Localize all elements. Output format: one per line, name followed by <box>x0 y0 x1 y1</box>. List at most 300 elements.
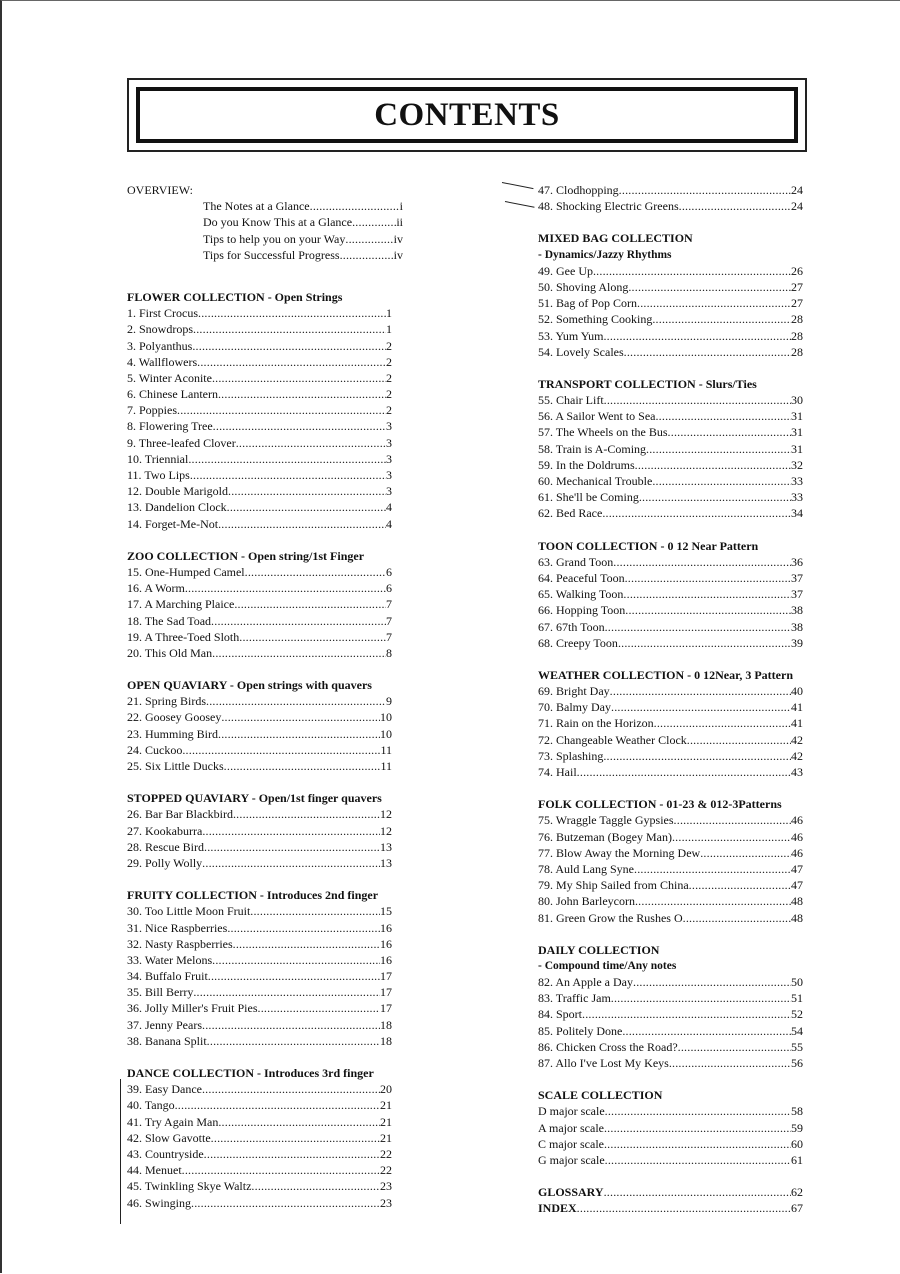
toc-entry-page: 31 <box>791 409 803 424</box>
dot-leader <box>212 952 380 968</box>
toc-entry[interactable] <box>538 974 803 990</box>
toc-entry-title: 86. Chicken Cross the Road? <box>538 1039 678 1054</box>
toc-entry-title: 79. My Ship Sailed from China <box>538 878 689 893</box>
toc-entry-page: 33 <box>791 474 803 488</box>
toc-entry-page: 58 <box>791 1104 803 1119</box>
section-subheading: - Compound time/Any notes <box>538 959 677 972</box>
toc-entry-title: 20. This Old Man <box>127 645 213 660</box>
toc-entry[interactable] <box>203 214 403 230</box>
toc-entry[interactable] <box>538 1152 803 1168</box>
toc-entry-page: 3 <box>386 435 392 450</box>
toc-entry[interactable] <box>127 467 392 483</box>
dot-leader <box>604 392 791 408</box>
dot-leader <box>622 1023 791 1039</box>
toc-entry-page: 8 <box>386 645 392 660</box>
toc-entry-page: 7 <box>386 613 392 628</box>
toc-entry-title: 65. Walking Toon <box>538 587 624 602</box>
section-gap <box>127 871 392 887</box>
dot-leader <box>639 489 791 505</box>
toc-entry[interactable] <box>127 742 392 758</box>
toc-entry-page: 2 <box>386 370 392 385</box>
toc-entry[interactable] <box>127 984 392 1000</box>
toc-entry-title: 70. Balmy Day <box>538 700 611 715</box>
toc-entry-title: 24. Cuckoo <box>127 742 183 757</box>
dot-leader <box>602 505 791 521</box>
toc-entry[interactable] <box>538 489 803 505</box>
toc-entry-page: 40 <box>791 684 803 699</box>
toc-entry[interactable] <box>127 402 392 418</box>
dot-leader <box>633 974 791 990</box>
toc-entry-title: 14. Forget-Me-Not <box>127 516 219 531</box>
section-gap <box>127 263 392 279</box>
toc-entry-page: 67 <box>791 1201 803 1216</box>
toc-entry-page: 15 <box>380 904 392 919</box>
dot-leader <box>687 732 791 748</box>
toc-entry-title: 52. Something Cooking <box>538 312 653 327</box>
toc-entry-title: 30. Too Little Moon Fruit <box>127 904 251 919</box>
toc-entry[interactable] <box>538 424 803 440</box>
toc-entry[interactable] <box>538 505 803 521</box>
toc-entry[interactable] <box>538 392 803 408</box>
toc-entry[interactable] <box>127 1097 392 1113</box>
toc-entry-title: 51. Bag of Pop Corn <box>538 296 637 311</box>
toc-entry[interactable] <box>538 619 803 635</box>
toc-entry-title: 67. 67th Toon <box>538 619 605 634</box>
toc-entry-page: 28 <box>791 344 803 359</box>
toc-entry-title: Tips for Successful Progress <box>203 247 340 262</box>
dot-leader <box>233 806 380 822</box>
section-gap <box>127 279 392 289</box>
toc-entry-page: 12 <box>380 823 392 838</box>
toc-entry-page: 18 <box>380 1033 392 1048</box>
toc-entry[interactable] <box>127 370 392 386</box>
dot-leader <box>577 764 791 780</box>
dot-leader <box>182 742 380 758</box>
toc-entry-page: 16 <box>380 920 392 935</box>
toc-entry-page: iv <box>393 231 403 246</box>
right-column <box>538 182 803 1217</box>
toc-entry[interactable] <box>538 990 803 1006</box>
toc-entry[interactable] <box>127 1081 392 1097</box>
toc-entry[interactable] <box>127 1195 392 1211</box>
dot-leader <box>689 877 791 893</box>
toc-entry[interactable] <box>538 1184 803 1200</box>
toc-entry-page: 61 <box>791 1152 803 1167</box>
dot-leader <box>218 1114 380 1130</box>
toc-entry-title: 82. An Apple a Day <box>538 975 633 990</box>
toc-entry-page: 24 <box>791 199 803 214</box>
toc-entry[interactable] <box>538 732 803 748</box>
toc-entry[interactable] <box>538 1006 803 1022</box>
section-gap <box>538 522 803 538</box>
dot-leader <box>191 1195 380 1211</box>
toc-entry[interactable] <box>538 295 803 311</box>
toc-entry[interactable] <box>538 1120 803 1136</box>
toc-entry-title: 13. Dandelion Clock <box>127 500 227 515</box>
toc-entry-title: 80. John Barleycorn <box>538 894 635 909</box>
toc-entry-title: 73. Splashing <box>538 748 604 763</box>
toc-entry-page: 10 <box>380 726 392 741</box>
toc-entry[interactable] <box>538 198 803 214</box>
dot-leader <box>628 279 791 295</box>
toc-entry-title: 50. Shoving Along <box>538 279 629 294</box>
dot-leader <box>193 321 386 337</box>
dot-leader <box>188 451 386 467</box>
toc-entry[interactable] <box>538 683 803 699</box>
toc-entry[interactable] <box>127 516 392 532</box>
toc-entry[interactable] <box>538 263 803 279</box>
toc-entry-title: 25. Six Little Ducks <box>127 759 224 773</box>
toc-entry-page: 46 <box>791 845 803 860</box>
dot-leader <box>605 1152 791 1168</box>
toc-entry[interactable] <box>203 198 403 214</box>
toc-entry[interactable] <box>538 586 803 602</box>
toc-entry-page: 46 <box>791 829 803 844</box>
toc-entry[interactable] <box>203 247 403 263</box>
dot-leader <box>198 305 386 321</box>
toc-entry[interactable] <box>538 910 803 926</box>
toc-entry[interactable] <box>538 457 803 473</box>
toc-entry[interactable] <box>127 451 392 467</box>
toc-entry[interactable] <box>127 952 392 968</box>
dot-leader <box>234 596 386 612</box>
toc-entry[interactable] <box>127 1178 392 1194</box>
dot-leader <box>202 1017 380 1033</box>
toc-entry-title: 66. Hopping Toon <box>538 603 626 618</box>
toc-entry-title: Do you Know This at a Glance <box>203 215 353 230</box>
toc-entry-page: 21 <box>380 1098 392 1113</box>
toc-entry-title: G major scale <box>538 1152 605 1167</box>
dot-leader <box>619 182 791 198</box>
dot-leader <box>672 829 791 845</box>
toc-entry[interactable] <box>127 855 392 871</box>
toc-entry-title: 62. Bed Race <box>538 506 603 521</box>
dot-leader <box>202 1081 380 1097</box>
toc-entry-page: 60 <box>791 1136 803 1151</box>
toc-entry[interactable] <box>127 629 392 645</box>
toc-entry[interactable] <box>127 806 392 822</box>
toc-entry-title: 87. Allo I've Lost My Keys <box>538 1056 669 1070</box>
dot-leader <box>603 748 791 764</box>
toc-entry[interactable] <box>538 715 803 731</box>
toc-entry-page: 3 <box>386 484 392 499</box>
toc-entry-page: 42 <box>791 732 803 747</box>
dot-leader <box>635 893 791 909</box>
toc-entry[interactable] <box>538 441 803 457</box>
toc-entry-page: ii <box>396 215 403 230</box>
toc-entry[interactable] <box>538 748 803 764</box>
toc-entry[interactable] <box>538 635 803 651</box>
toc-entry[interactable] <box>127 564 392 580</box>
dot-leader <box>654 715 791 731</box>
toc-entry-page: 11 <box>380 742 392 757</box>
toc-entry[interactable] <box>538 182 803 198</box>
toc-entry[interactable] <box>538 1200 803 1216</box>
toc-entry-title: 63. Grand Toon <box>538 554 614 569</box>
toc-entry-page: 41 <box>791 700 803 715</box>
toc-entry-page: 16 <box>380 936 392 951</box>
toc-entry[interactable] <box>538 861 803 877</box>
dot-leader <box>211 1130 380 1146</box>
toc-entry-page: 50 <box>791 975 803 990</box>
dot-leader <box>245 564 386 580</box>
dot-leader <box>192 338 386 354</box>
toc-entry-title: 33. Water Melons <box>127 952 213 967</box>
toc-entry-page: 59 <box>791 1120 803 1135</box>
toc-entry-title: 75. Wraggle Taggle Gypsies <box>538 813 674 828</box>
toc-entry-page: 1 <box>386 322 392 337</box>
toc-entry-page: 23 <box>380 1179 392 1194</box>
toc-entry-page: 31 <box>791 425 803 440</box>
dot-leader <box>221 709 380 725</box>
toc-entry-title: 56. A Sailor Went to Sea <box>538 409 656 424</box>
toc-entry[interactable] <box>538 408 803 424</box>
toc-entry-page: 13 <box>380 839 392 854</box>
toc-entry-title: 55. Chair Lift <box>538 393 604 408</box>
dot-leader <box>655 408 791 424</box>
toc-entry[interactable] <box>127 709 392 725</box>
section-heading: WEATHER COLLECTION - 0 12Near, 3 Pattern <box>538 667 793 682</box>
toc-entry-title: 64. Peaceful Toon <box>538 570 625 585</box>
toc-entry-page: 27 <box>791 279 803 294</box>
toc-entry-title: 46. Swinging <box>127 1195 192 1210</box>
toc-entry[interactable] <box>538 1103 803 1119</box>
dot-leader <box>228 483 386 499</box>
toc-entry[interactable] <box>127 1000 392 1016</box>
page-title: CONTENTS <box>374 96 560 133</box>
dot-leader <box>218 386 386 402</box>
dot-leader <box>611 699 791 715</box>
toc-entry[interactable] <box>127 1146 392 1162</box>
toc-entry-title: 37. Jenny Pears <box>127 1017 202 1032</box>
toc-entry[interactable] <box>127 338 392 354</box>
toc-entry-page: 3 <box>386 419 392 434</box>
dot-leader <box>340 247 394 263</box>
toc-entry[interactable] <box>127 321 392 337</box>
toc-entry[interactable] <box>538 279 803 295</box>
toc-entry-page: 3 <box>386 451 392 466</box>
toc-entry-page: 37 <box>791 570 803 585</box>
dot-leader <box>605 1103 791 1119</box>
dot-leader <box>618 635 791 651</box>
toc-entry-page: 41 <box>791 716 803 731</box>
toc-entry[interactable] <box>538 829 803 845</box>
toc-entry[interactable] <box>538 877 803 893</box>
section-gap <box>127 1049 392 1065</box>
toc-entry-title: 16. A Worm <box>127 581 185 596</box>
dot-leader <box>700 845 791 861</box>
dot-leader <box>206 693 386 709</box>
dot-leader <box>634 861 791 877</box>
toc-entry-page: iv <box>393 247 403 262</box>
section-heading: DAILY COLLECTION <box>538 942 660 957</box>
toc-entry-title: 45. Twinkling Skye Waltz <box>127 1179 252 1194</box>
toc-entry-page: 6 <box>386 564 392 579</box>
dot-leader <box>250 903 380 919</box>
dot-leader <box>625 570 791 586</box>
toc-entry[interactable] <box>538 812 803 828</box>
toc-entry-page: 2 <box>386 354 392 369</box>
toc-entry[interactable] <box>538 602 803 618</box>
toc-entry-title: 34. Buffalo Fruit <box>127 969 208 984</box>
toc-entry[interactable] <box>127 418 392 434</box>
dot-leader <box>202 855 380 871</box>
dot-leader <box>208 968 380 984</box>
toc-entry-title: 44. Menuet <box>127 1163 182 1178</box>
toc-entry[interactable] <box>127 613 392 629</box>
section-heading: TOON COLLECTION - 0 12 Near Pattern <box>538 538 759 553</box>
toc-entry-page: 30 <box>791 393 803 408</box>
toc-entry-page: 34 <box>791 506 803 521</box>
toc-entry-title: Tips to help you on your Way <box>203 231 346 246</box>
toc-entry[interactable] <box>127 1130 392 1146</box>
toc-entry-title: D major scale <box>538 1104 605 1119</box>
toc-entry-title: 9. Three-leafed Clover <box>127 435 236 450</box>
dot-leader <box>236 435 386 451</box>
dot-leader <box>613 554 791 570</box>
toc-entry[interactable] <box>127 596 392 612</box>
toc-entry[interactable] <box>127 483 392 499</box>
overview-heading: OVERVIEW: <box>127 183 193 197</box>
toc-entry[interactable] <box>127 936 392 952</box>
toc-entry-title: 32. Nasty Raspberries <box>127 936 233 951</box>
toc-entry[interactable] <box>127 920 392 936</box>
toc-entry-title: A major scale <box>538 1120 604 1135</box>
section-subheading: - Dynamics/Jazzy Rhythms <box>538 248 672 261</box>
toc-entry-page: 2 <box>386 387 392 402</box>
toc-entry[interactable] <box>127 580 392 596</box>
dot-leader <box>577 1200 791 1216</box>
dot-leader <box>175 1097 380 1113</box>
toc-entry-page: 28 <box>791 312 803 327</box>
toc-entry-title: 23. Humming Bird <box>127 726 219 741</box>
dot-leader <box>635 457 791 473</box>
dot-leader <box>582 1006 791 1022</box>
toc-entry[interactable] <box>538 328 803 344</box>
toc-entry-title: 39. Easy Dance <box>127 1082 202 1097</box>
title-frame <box>127 78 807 152</box>
toc-entry-title: 1. First Crocus <box>127 306 199 321</box>
dot-leader <box>678 1039 791 1055</box>
toc-entry-page: 13 <box>380 855 392 870</box>
toc-entry-page: 27 <box>791 296 803 311</box>
section-heading: STOPPED QUAVIARY - Open/1st finger quavers <box>127 791 382 806</box>
toc-entry[interactable] <box>538 1136 803 1152</box>
toc-entry-page: 48 <box>791 910 803 925</box>
toc-entry-title: C major scale <box>538 1136 604 1151</box>
toc-entry-page: 26 <box>791 263 803 278</box>
toc-entry-title: 76. Butzeman (Bogey Man) <box>538 829 672 844</box>
toc-entry[interactable] <box>538 845 803 861</box>
toc-entry-page: 17 <box>380 985 392 1000</box>
toc-entry[interactable] <box>538 570 803 586</box>
toc-entry-title: 10. Triennial <box>127 451 189 466</box>
toc-entry-page: 31 <box>791 441 803 456</box>
toc-entry-title: INDEX <box>538 1201 577 1216</box>
toc-entry[interactable] <box>127 386 392 402</box>
toc-entry[interactable] <box>538 344 803 360</box>
toc-entry[interactable] <box>127 1162 392 1178</box>
toc-entry[interactable] <box>127 839 392 855</box>
toc-entry-page: 48 <box>791 894 803 909</box>
toc-entry-page: 1 <box>386 306 392 321</box>
toc-entry[interactable] <box>127 354 392 370</box>
toc-entry-title: 22. Goosey Goosey <box>127 710 222 725</box>
toc-entry-title: 49. Gee Up <box>538 263 593 278</box>
dot-leader <box>212 370 386 386</box>
toc-entry-title: 60. Mechanical Trouble <box>538 474 653 488</box>
section-gap <box>538 926 803 942</box>
toc-entry-title: 7. Poppies <box>127 403 178 418</box>
toc-entry-title: 48. Shocking Electric Greens <box>538 199 679 214</box>
toc-entry-page: 4 <box>386 500 392 515</box>
dot-leader <box>310 198 400 214</box>
toc-entry-title: 8. Flowering Tree <box>127 419 213 434</box>
toc-entry-title: 81. Green Grow the Rushes O <box>538 910 683 925</box>
dot-leader <box>624 344 791 360</box>
dot-leader <box>258 1000 380 1016</box>
toc-entry-title: 27. Kookaburra <box>127 823 203 838</box>
toc-entry[interactable] <box>127 758 392 774</box>
toc-entry[interactable] <box>203 231 403 247</box>
toc-entry[interactable] <box>127 903 392 919</box>
toc-entry[interactable] <box>127 726 392 742</box>
toc-entry-title: 83. Traffic Jam <box>538 991 611 1006</box>
toc-entry[interactable] <box>127 1114 392 1130</box>
toc-entry-page: 2 <box>386 338 392 353</box>
toc-entry-page: 2 <box>386 403 392 418</box>
toc-entry[interactable] <box>538 699 803 715</box>
toc-entry-title: 85. Politely Done <box>538 1023 623 1038</box>
dot-leader <box>603 328 791 344</box>
toc-entry[interactable] <box>538 473 803 489</box>
toc-entry[interactable] <box>538 764 803 780</box>
dot-leader <box>604 1184 791 1200</box>
dot-leader <box>212 645 386 661</box>
section-heading: SCALE COLLECTION <box>538 1088 663 1103</box>
toc-entry[interactable] <box>538 1055 803 1071</box>
dot-leader <box>213 418 386 434</box>
toc-entry[interactable] <box>127 823 392 839</box>
toc-entry[interactable] <box>127 499 392 515</box>
toc-entry[interactable] <box>127 435 392 451</box>
toc-entry-page: 22 <box>380 1163 392 1178</box>
toc-entry-title: 58. Train is A-Coming <box>538 441 647 456</box>
toc-entry-page: 55 <box>791 1039 803 1054</box>
toc-entry[interactable] <box>127 1033 392 1049</box>
toc-entry[interactable] <box>127 645 392 661</box>
toc-entry[interactable] <box>127 1017 392 1033</box>
toc-entry-page: 20 <box>380 1082 392 1097</box>
dot-leader <box>669 1055 791 1071</box>
dot-leader <box>610 683 791 699</box>
section-heading: OPEN QUAVIARY - Open strings with quavers <box>127 678 372 693</box>
toc-entry[interactable] <box>538 554 803 570</box>
toc-entry[interactable] <box>538 1023 803 1039</box>
left-column <box>127 182 403 1211</box>
dot-leader <box>646 441 791 457</box>
toc-entry[interactable] <box>538 311 803 327</box>
dot-leader <box>218 516 386 532</box>
toc-entry[interactable] <box>127 305 392 321</box>
toc-entry-title: 15. One-Humped Camel <box>127 564 245 579</box>
toc-entry[interactable] <box>538 1039 803 1055</box>
toc-entry[interactable] <box>538 893 803 909</box>
toc-entry[interactable] <box>127 968 392 984</box>
toc-entry-title: 71. Rain on the Horizon <box>538 716 654 731</box>
toc-entry[interactable] <box>127 693 392 709</box>
dot-leader <box>227 920 380 936</box>
